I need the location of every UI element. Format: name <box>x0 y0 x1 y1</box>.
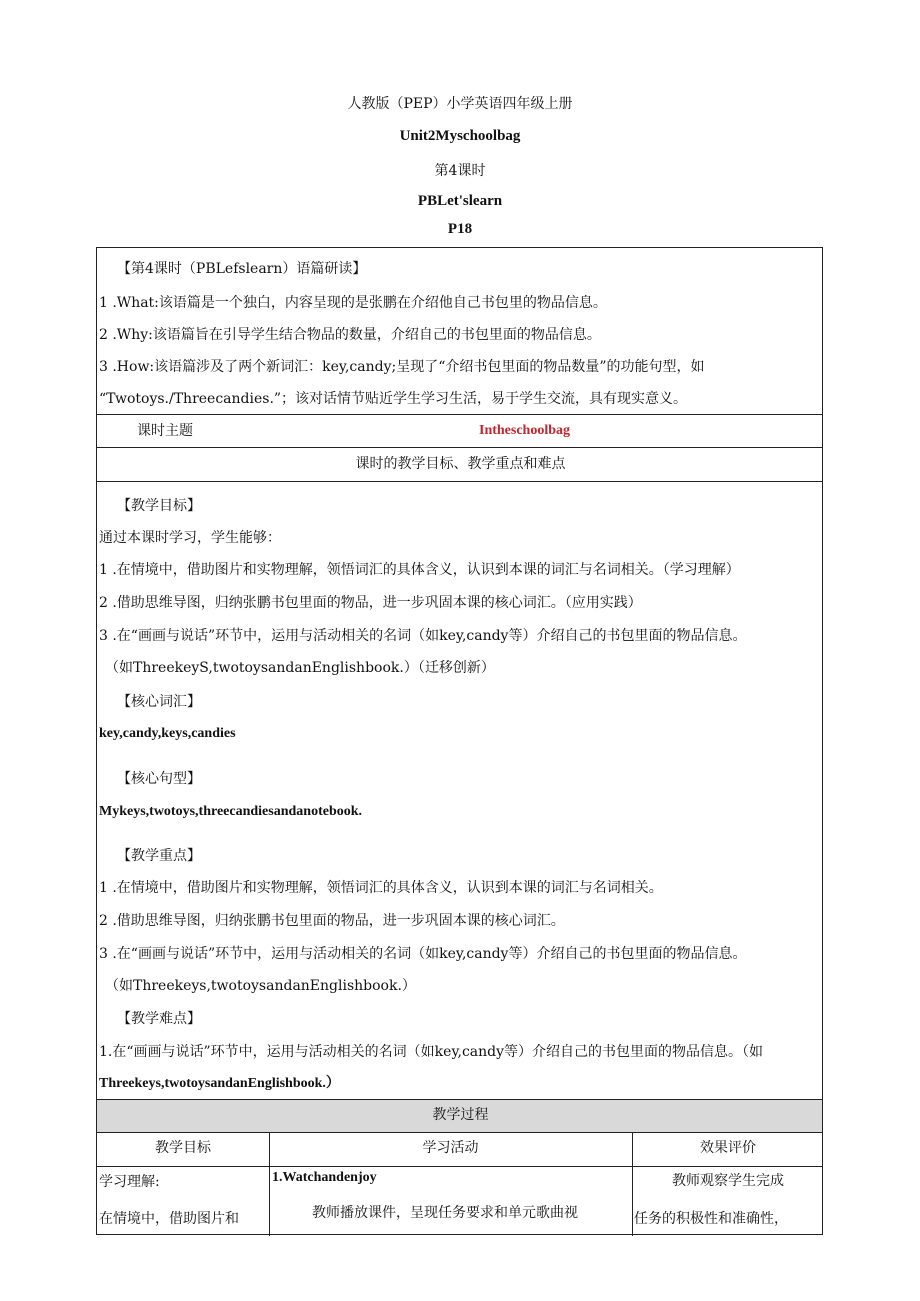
col-header-eval: 效果评价 <box>700 1140 756 1156</box>
row-divider <box>97 414 822 415</box>
row-divider <box>97 447 822 448</box>
process-goal-line1: 学习理解: <box>99 1174 160 1190</box>
row-divider <box>97 481 822 482</box>
focus-3-line1: 3 .在“画画与说话”环节中，运用与活动相关的名词（如key,candy等）介绍自己的书包里面的物品信息。 <box>99 946 747 962</box>
process-eval-line1: 教师观察学生完成 <box>672 1173 784 1189</box>
row-divider <box>97 1132 822 1133</box>
focus-title: 【教学重点】 <box>117 848 201 864</box>
process-activity-title: 1.Watchandenjoy <box>272 1170 377 1185</box>
lesson-section: PBLet'slearn <box>417 193 503 209</box>
row-divider <box>97 1166 822 1167</box>
theme-label: 课时主题 <box>137 423 193 439</box>
difficulty-1-line1: 1.在“画画与说话”环节中，运用与活动相关的名词（如key,candy等）介绍自己的书包里面的物品信息。（如 <box>99 1044 764 1060</box>
doc-title: 人教版（PEP）小学英语四年级上册 <box>347 96 573 112</box>
focus-2: 2 .借助思维导图，归纳张鹏书包里面的物品，进一步巩固本课的核心词汇。 <box>99 913 565 929</box>
process-eval-line2: 任务的积极性和准确性， <box>634 1211 788 1227</box>
analysis-what: 1 .What:该语篇是一个独白，内容呈现的是张鹏在介绍他自己书包里的物品信息。 <box>99 295 607 311</box>
analysis-why: 2 .Why:该语篇旨在引导学生结合物品的数量，介绍自己的书包里面的物品信息。 <box>99 327 601 343</box>
goals-header: 课时的教学目标、教学重点和难点 <box>355 456 566 472</box>
lesson-number: 第4课时 <box>434 163 486 179</box>
process-activity-text: 教师播放课件，呈现任务要求和单元歌曲视 <box>312 1205 578 1221</box>
analysis-how-line2: “Twotoys./Threecandies.”；该对话情节贴近学生学习生活，易于学生交流，具有现实意义。 <box>99 391 688 407</box>
process-header: 教学过程 <box>432 1107 489 1123</box>
vocab-words: key,candy,keys,candies <box>99 726 236 741</box>
sentence-title: 【核心句型】 <box>117 771 201 787</box>
process-goal-line2: 在情境中，借助图片和 <box>99 1211 239 1227</box>
goal-3-line1: 3 .在“画画与说话”环节中，运用与活动相关的名词（如key,candy等）介绍自己的书包里面的物品信息。 <box>99 628 747 644</box>
vocab-title: 【核心词汇】 <box>117 694 201 710</box>
analysis-how-line1: 3 .How:该语篇涉及了两个新词汇：key,candy;呈现了“介绍书包里面的物品数量”的功能句型，如 <box>99 359 705 375</box>
lesson-plan-table <box>96 247 823 1235</box>
difficulty-1-line2: Threekeys,twotoysandanEnglishbook.） <box>99 1076 340 1091</box>
goals-title: 【教学目标】 <box>117 498 201 514</box>
analysis-title: 【第4课时（PBLefslearn）语篇研读】 <box>117 261 367 277</box>
difficulty-title: 【教学难点】 <box>117 1011 201 1027</box>
col-header-activity: 学习活动 <box>422 1140 479 1156</box>
goal-1: 1 .在情境中，借助图片和实物理解，领悟词汇的具体含义，认识到本课的词汇与名词相关。（学习理解） <box>99 562 740 578</box>
page-ref: P18 <box>447 221 473 237</box>
row-divider <box>97 1099 822 1100</box>
col-header-goal: 教学目标 <box>155 1140 211 1156</box>
goals-intro: 通过本课时学习，学生能够： <box>99 530 281 546</box>
theme-value: Intheschoolbag <box>479 423 571 438</box>
col-divider <box>632 1132 633 1236</box>
col-divider <box>269 1132 270 1236</box>
focus-1: 1 .在情境中，借助图片和实物理解，领悟词汇的具体含义，认识到本课的词汇与名词相关。 <box>99 880 663 896</box>
focus-3-line2: （如Threekeys,twotoysandanEnglishbook.） <box>105 978 416 994</box>
goal-2: 2 .借助思维导图，归纳张鹏书包里面的物品，进一步巩固本课的核心词汇。（应用实践） <box>99 595 642 611</box>
goal-3-line2: （如ThreekeyS,twotoysandanEnglishbook.）（迁移创新） <box>105 660 495 676</box>
sentence-text: Mykeys,twotoys,threecandiesandanotebook. <box>99 804 363 819</box>
unit-title: Unit2Myschoolbag <box>399 128 521 144</box>
